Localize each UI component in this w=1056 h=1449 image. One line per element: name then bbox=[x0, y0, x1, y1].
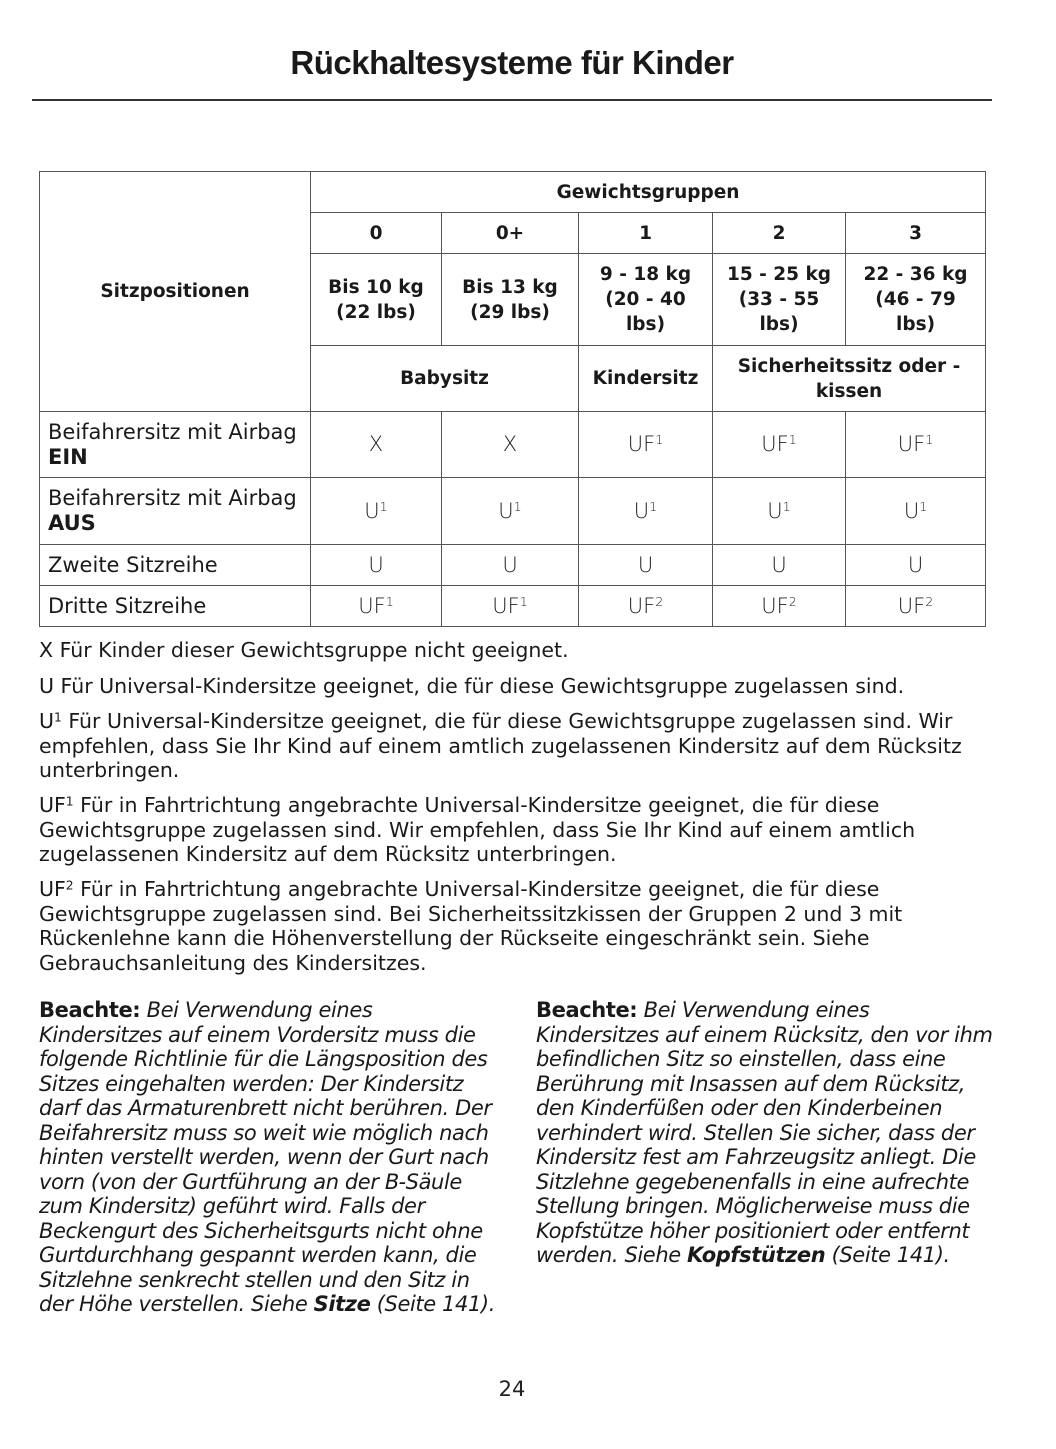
table-cell: X bbox=[442, 412, 579, 478]
table-cell: U bbox=[442, 545, 579, 586]
weight-range: Bis 10 kg (22 lbs) bbox=[311, 254, 442, 346]
note-text: Bei Verwendung eines Kindersitzes auf einem Rücksitz, den vor ihm befindlichen Sitz so einstellen, dass eine Berührung mit Insassen auf dem Rücksitz, den Kinderfüßen oder den Kinderbeinen verhindert wird. Stellen Sie sicher, dass der Kindersitz fest am Fahrzeugsitz anliegt. Die Sitzlehne gegebenenfalls in eine aufrechte Stellung bringen. Möglicherweise muss die Kopfstütze höher positioniert oder entfernt werden. Siehe bbox=[536, 998, 993, 1267]
table-cell: $UF^2$ bbox=[579, 586, 713, 627]
row-label: Dritte Sitzreihe bbox=[40, 586, 311, 627]
table-cell: U bbox=[846, 545, 986, 586]
table-cell: U bbox=[713, 545, 846, 586]
group-header: 3 bbox=[846, 213, 986, 254]
group-header: 0 bbox=[311, 213, 442, 254]
table-cell: $U^1$ bbox=[846, 478, 986, 545]
table-cell: U bbox=[579, 545, 713, 586]
weight-groups-header: Gewichtsgruppen bbox=[311, 172, 986, 213]
note-text: Bei Verwendung eines Kindersitzes auf einem Vordersitz muss die folgende Richtlinie für die Längsposition des Sitzes eingehalten werden: Der Kindersitz darf das Armaturenbrett nicht berühren. Der Beifahrersitz muss so weit wie möglich nach hinten verstellt werden, wenn der Gurt nach vorn (von der Gurtführung an der B-Säule zum Kindersitz) geführt wird. Falls der Beckengurt des Sicherheitsgurts nicht ohne Gurtdurchhang gespannt werden kann, die Sitzlehne senkrecht stellen und den Sitz in der Höhe verstellen. Siehe bbox=[39, 998, 492, 1316]
note-label: Beachte: bbox=[536, 998, 638, 1022]
table-cell: $U^1$ bbox=[579, 478, 713, 545]
page-number: 24 bbox=[498, 1377, 526, 1401]
row-label: Beifahrersitz mit Airbag EIN bbox=[40, 412, 311, 478]
page-title: Rückhaltesysteme für Kinder bbox=[290, 44, 734, 81]
table-cell: $U^1$ bbox=[442, 478, 579, 545]
row-label: Beifahrersitz mit Airbag AUS bbox=[40, 478, 311, 545]
table-cell: $UF^2$ bbox=[846, 586, 986, 627]
group-header: 2 bbox=[713, 213, 846, 254]
child-seat-table bbox=[39, 171, 986, 627]
table-row bbox=[40, 545, 986, 586]
xref-link-sitze[interactable]: Sitze bbox=[313, 1292, 371, 1316]
table-row bbox=[40, 412, 986, 478]
legend-item-x: X Für Kinder dieser Gewichtsgruppe nicht geeignet. bbox=[39, 638, 569, 662]
table-cell: $UF^2$ bbox=[713, 586, 846, 627]
legend-item-u: U Für Universal-Kindersitze geeignet, die für diese Gewichtsgruppe zugelassen sind. bbox=[39, 674, 905, 698]
xref-link-kopfstuetzen[interactable]: Kopfstützen bbox=[687, 1243, 826, 1267]
weight-range: 9 - 18 kg (20 - 40 lbs) bbox=[579, 254, 713, 346]
legend-item-u1: $U^1$ Für Universal-Kindersitze geeignet, die für diese Gewichtsgruppe zugelassen sind. Wir empfehlen, dass Sie Ihr Kind auf einem amtlich zugelassenen Kindersitz auf dem Rücksitz unterbringen. bbox=[39, 709, 962, 782]
weight-range: 15 - 25 kg (33 - 55 lbs) bbox=[713, 254, 846, 346]
table-cell: U bbox=[311, 545, 442, 586]
table-cell: $UF^1$ bbox=[713, 412, 846, 478]
legend-item-uf2: $UF^2$ Für in Fahrtrichtung angebrachte Universal-Kindersitze geeignet, die für diese Gewichtsgruppe zugelassen sind. Bei Sicherheitssitzkissen der Gruppen 2 und 3 mit Rückenlehne kann die Höhenverstellung der Rückseite eingeschränkt sein. Siehe Gebrauchsanleitung des Kindersitzes. bbox=[39, 877, 903, 975]
group-header: 1 bbox=[579, 213, 713, 254]
seat-type-kindersitz: Kindersitz bbox=[579, 346, 713, 412]
table-cell: $U^1$ bbox=[713, 478, 846, 545]
table-cell: X bbox=[311, 412, 442, 478]
note-label: Beachte: bbox=[39, 998, 141, 1022]
table-cell: $U^1$ bbox=[311, 478, 442, 545]
table-cell: $UF^1$ bbox=[311, 586, 442, 627]
seat-type-booster: Sicherheitssitz oder - kissen bbox=[713, 346, 986, 412]
table-cell: $UF^1$ bbox=[846, 412, 986, 478]
seat-type-babysitz: Babysitz bbox=[311, 346, 579, 412]
note-front-seat: Beachte: Bei Verwendung eines Kindersitzes auf einem Vordersitz muss die folgende Richtlinie für die Längsposition des Sitzes eingehalten werden: Der Kindersitz darf das Armaturenbrett nicht berühren. Der Beifahrersitz muss so weit wie möglich nach hinten verstellt werden, wenn der Gurt nach vorn (von der Gurtführung an der B-Säule zum Kindersitz) geführt wird. Falls der Beckengurt des Sicherheitsgurts nicht ohne Gurtdurchhang gespannt werden kann, die Sitzlehne senkrecht stellen und den Sitz in der Höhe verstellen. Siehe Sitze (Seite 141). bbox=[39, 998, 495, 1316]
table-cell: $UF^1$ bbox=[442, 586, 579, 627]
weight-range: 22 - 36 kg (46 - 79 lbs) bbox=[846, 254, 986, 346]
table-cell: $UF^1$ bbox=[579, 412, 713, 478]
table-row bbox=[40, 478, 986, 545]
group-header: 0+ bbox=[442, 213, 579, 254]
weight-range: Bis 13 kg (29 lbs) bbox=[442, 254, 579, 346]
legend-item-uf1: $UF^1$ Für in Fahrtrichtung angebrachte Universal-Kindersitze geeignet, die für diese Gewichtsgruppe zugelassen sind. Wir empfehlen, dass Sie Ihr Kind auf einem amtlich zugelassenen Kindersitz auf dem Rücksitz unterbringen. bbox=[39, 793, 916, 866]
note-rear-seat: Beachte: Bei Verwendung eines Kindersitzes auf einem Rücksitz, den vor ihm befindlichen Sitz so einstellen, dass eine Berührung mit Insassen auf dem Rücksitz, den Kinderfüßen oder den Kinderbeinen verhindert wird. Stellen Sie sicher, dass der Kindersitz fest am Fahrzeugsitz anliegt. Die Sitzlehne gegebenenfalls in eine aufrechte Stellung bringen. Möglicherweise muss die Kopfstütze höher positioniert oder entfernt werden. Siehe Kopfstützen (Seite 141). bbox=[536, 998, 993, 1267]
row-label: Zweite Sitzreihe bbox=[40, 545, 311, 586]
title-divider bbox=[32, 99, 992, 101]
seat-positions-header: Sitzpositionen bbox=[40, 172, 311, 412]
table-row bbox=[40, 586, 986, 627]
